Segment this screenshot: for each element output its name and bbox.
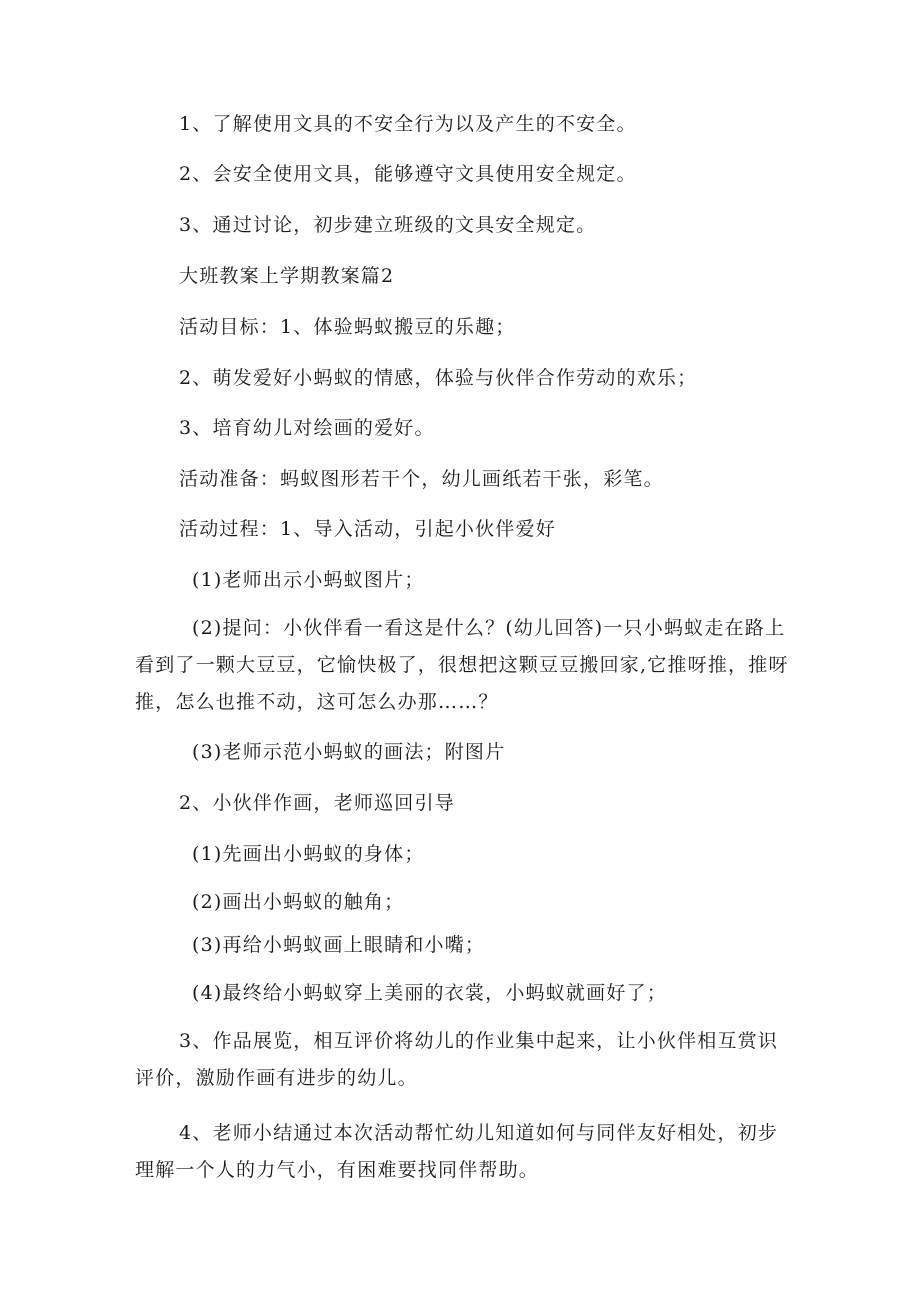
process-step-2-2: (2)画出小蚂蚁的触角； <box>192 891 405 913</box>
activity-goal: 活动目标：1、体验蚂蚁搬豆的乐趣； <box>179 316 516 338</box>
goal-line-3: 3、通过讨论，初步建立班级的文具安全规定。 <box>179 214 597 236</box>
activity-goal-2: 2、萌发爱好小蚂蚁的情感，体验与伙伴合作劳动的欢乐； <box>179 367 698 389</box>
goal-line-1: 1、了解使用文具的不安全行为以及产生的不安全。 <box>179 113 637 135</box>
goal-line-2: 2、会安全使用文具，能够遵守文具使用安全规定。 <box>179 163 637 185</box>
activity-process: 活动过程：1、导入活动，引起小伙伴爱好 <box>179 518 556 540</box>
process-step-1-2: (2)提问：小伙伴看一看这是什么？(幼儿回答)一只小蚂蚁走在路上看到了一颗大豆豆，它愉快极了，很想把这颗豆豆搬回家,它推呀推，推呀推，怎么也推不动，这可怎么办那……？ <box>135 617 789 713</box>
process-step-3: 3、作品展览，相互评价将幼儿的作业集中起来，让小伙伴相互赏识评价，激励作画有进步的幼儿。 <box>135 1030 779 1089</box>
process-step-2-3: (3)再给小蚂蚁画上眼睛和小嘴； <box>192 934 486 956</box>
section-heading: 大班教案上学期教案篇2 <box>179 265 395 287</box>
process-step-1-1: (1)老师出示小蚂蚁图片； <box>192 569 425 591</box>
activity-preparation: 活动准备：蚂蚁图形若干个，幼儿画纸若干张，彩笔。 <box>179 468 664 490</box>
process-step-4: 4、老师小结通过本次活动帮忙幼儿知道如何与同伴友好相处，初步理解一个人的力气小，有困难要找同伴帮助。 <box>135 1122 779 1181</box>
process-step-2-4: (4)最终给小蚂蚁穿上美丽的衣裳，小蚂蚁就画好了； <box>192 982 667 1004</box>
process-step-2: 2、小伙伴作画，老师巡回引导 <box>179 792 455 814</box>
process-step-2-1: (1)先画出小蚂蚁的身体； <box>192 843 425 865</box>
process-step-1-3: (3)老师示范小蚂蚁的画法；附图片 <box>192 741 506 763</box>
activity-goal-3: 3、培育幼儿对绘画的爱好。 <box>179 417 435 439</box>
